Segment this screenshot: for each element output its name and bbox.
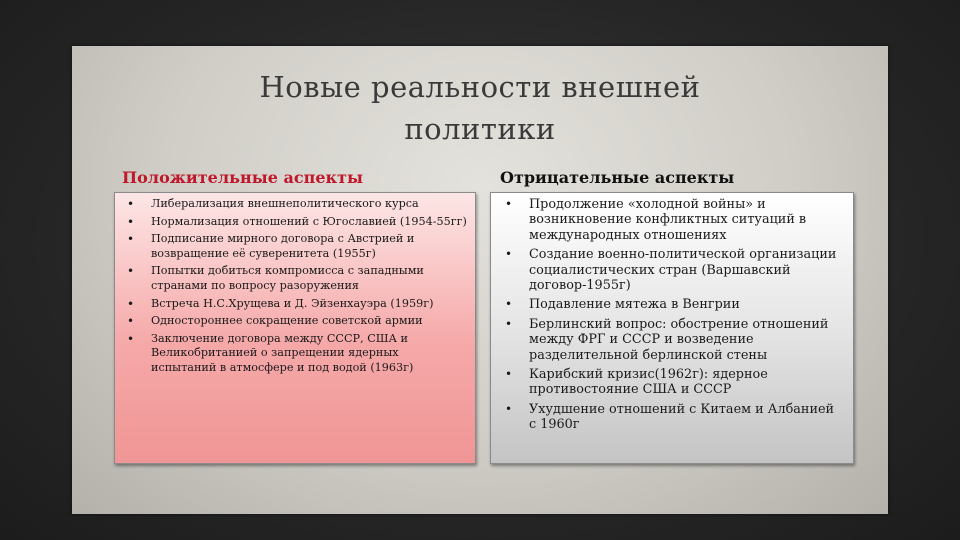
slide-title — [72, 66, 888, 150]
negative-aspect-item-text: Подавление мятежа в Венгрии — [529, 297, 740, 313]
negative-aspects-box — [490, 192, 854, 464]
positive-aspect-item-text: Либерализация внешнеполитического курса — [151, 197, 419, 210]
bullet-icon: • — [505, 401, 513, 416]
negative-aspect-item-text: Создание военно-политической организации социалистических стран (Варшавский договор-1955г) — [529, 247, 837, 294]
positive-aspect-item-text: Одностороннее сокращение советской армии — [151, 314, 423, 328]
bullet-icon: • — [505, 197, 513, 211]
positive-aspect-item-text: Встреча Н.С.Хрущева и Д. Эйзенхауэра (1959г) — [151, 296, 434, 310]
bullet-icon: • — [505, 316, 513, 331]
bullet-icon: • — [127, 214, 135, 229]
negative-aspect-item — [501, 247, 843, 293]
negative-aspect-item — [501, 197, 843, 243]
positive-aspect-item — [123, 264, 467, 293]
positive-aspect-item — [123, 232, 467, 261]
bullet-icon: • — [127, 296, 135, 311]
bullet-icon: • — [127, 314, 135, 329]
positive-aspect-item — [123, 332, 467, 376]
negative-aspect-item-text: Продолжение «холодной войны» и возникновение конфликтных ситуаций в международных отношениях — [529, 197, 807, 243]
slide — [72, 46, 888, 514]
bullet-icon: • — [505, 247, 513, 262]
slide-title-line-2: политики — [404, 112, 556, 146]
positive-aspect-item-text: Подписание мирного договора с Австрией и возвращение её суверенитета (1955г) — [151, 232, 415, 260]
positive-aspect-item-text: Нормализация отношений с Югославией (1954-55гг) — [151, 214, 467, 228]
positive-aspect-item — [123, 314, 467, 329]
positive-aspect-item — [123, 215, 467, 230]
negative-aspect-item — [501, 297, 843, 312]
bullet-icon: • — [505, 367, 513, 382]
negative-aspects-list — [491, 193, 853, 433]
positive-aspect-item — [123, 197, 467, 212]
bullet-icon: • — [505, 297, 513, 312]
bullet-icon: • — [127, 264, 135, 279]
negative-aspect-item-text: Ухудшение отношений с Китаем и Албанией с 1960г — [529, 401, 835, 433]
bullet-icon: • — [127, 232, 135, 247]
positive-aspect-item — [123, 297, 467, 312]
positive-aspect-item-text: Заключение договора между СССР, США и Великобританией о запрещении ядерных испытаний в атмосфере и под водой (1963г) — [151, 331, 414, 374]
positive-aspects-box — [114, 192, 476, 464]
negative-aspect-item — [501, 402, 843, 433]
bullet-icon: • — [127, 331, 135, 346]
negative-aspect-item — [501, 317, 843, 363]
negative-aspect-item — [501, 367, 843, 398]
negative-aspects-heading: Отрицательные аспекты — [500, 168, 735, 187]
positive-aspects-list — [115, 193, 475, 376]
bullet-icon: • — [127, 197, 135, 211]
positive-aspects-heading: Положительные аспекты — [122, 168, 363, 187]
slide-title-line-1: Новые реальности внешней — [259, 70, 701, 104]
negative-aspect-item-text: Берлинский вопрос: обострение отношений между ФРГ и СССР и возведение разделительной берлинской стены — [529, 316, 829, 363]
negative-aspect-item-text: Карибский кризис(1962г): ядерное противостояние США и СССР — [529, 367, 768, 398]
positive-aspect-item-text: Попытки добиться компромисса с западными странами по вопросу разоружения — [151, 264, 424, 292]
